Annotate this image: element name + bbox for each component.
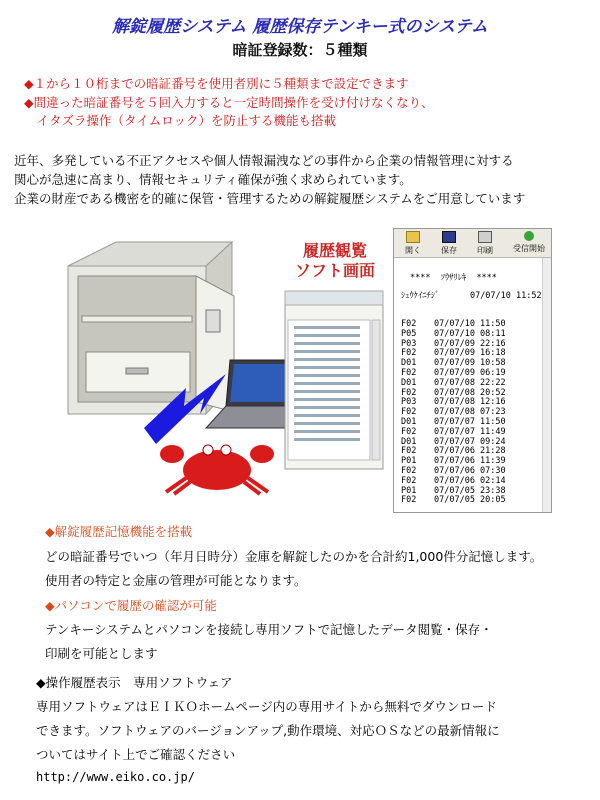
window-toolbar: [394, 229, 551, 258]
log-entry-code: F02: [401, 446, 417, 457]
log-entry-time: 07/07/07 11:50: [434, 417, 506, 427]
log-entry-code: P01: [401, 485, 417, 496]
log-entry-time: 07/07/09 22:16: [434, 338, 506, 349]
log-entry-time: 07/07/05 20:05: [434, 495, 506, 506]
log-entry-time: 07/07/06 07:30: [434, 466, 506, 476]
log-entry-time: 07/07/10 11:50: [434, 319, 506, 329]
log-entry-time: 07/07/09 06:19: [434, 368, 506, 378]
log-entry-time: 07/07/08 20:52: [434, 387, 506, 398]
log-entry-code: D01: [401, 377, 417, 388]
feature-line: ◆１から１０桁までの暗証番号を使用者別に５種類まで設定できます: [24, 76, 409, 91]
log-entry-code: F02: [401, 348, 417, 359]
software-caption-line2: ソフト画面: [294, 261, 375, 280]
log-entry-time: 07/07/08 12:16: [434, 397, 506, 408]
log-entry-code: F02: [401, 387, 417, 398]
log-entry: [401, 339, 506, 349]
log-entry-time: 07/07/06 11:39: [434, 456, 506, 467]
log-entry-time: 07/07/06 02:14: [434, 475, 506, 486]
pc-heading: ◆パソコンで履歴の確認が可能: [45, 598, 217, 613]
log-entry-code: F02: [401, 466, 417, 476]
log-entry-time: 07/07/08 22:22: [434, 377, 506, 388]
small-software-screenshot: [284, 290, 384, 470]
software-line: ついてはサイト上でご確認ください: [36, 747, 236, 762]
log-entry-code: P05: [401, 328, 417, 339]
print-button[interactable]: [468, 231, 502, 256]
memory-heading: ◆解錠履歴記憶機能を搭載: [45, 524, 193, 539]
log-entry-time: 07/07/07 11:49: [434, 426, 506, 437]
eiko-url-link[interactable]: http://www.eiko.co.jp/: [36, 770, 195, 784]
software-line: 専用ソフトウェアはＥＩＫＯホームページ内の専用サイトから無料でダウンロード: [36, 699, 497, 714]
open-button[interactable]: [396, 231, 430, 256]
log-entry: [401, 446, 506, 456]
log-entry-code: F02: [401, 319, 417, 329]
log-entry: [401, 378, 506, 388]
feature-line: イタズラ操作（タイムロック）を防止する機能も搭載: [24, 113, 337, 128]
log-entry: [401, 358, 506, 368]
intro-line: 近年、多発している不正アクセスや個人情報漏洩などの事件から企業の情報管理に対する: [14, 153, 514, 168]
folder-icon: [406, 231, 420, 243]
save-button[interactable]: [432, 231, 466, 256]
log-entry: [401, 329, 506, 339]
log-entry: [401, 368, 506, 378]
software-heading: ◆操作履歴表示 専用ソフトウェア: [36, 675, 233, 690]
intro-line: 関心が急速に高まり、情報セキュリティ確保が強く求められています。: [14, 172, 412, 187]
log-entry: [401, 397, 506, 407]
log-entry: [401, 486, 506, 496]
log-entry-time: 07/07/09 10:58: [434, 358, 506, 369]
log-entry-code: D01: [401, 417, 417, 427]
log-entry-time: 07/07/10 08:11: [434, 328, 506, 339]
pc-line: 印刷を可能とします: [45, 646, 158, 661]
memory-line: 使用者の特定と金庫の管理が可能となります。: [45, 573, 307, 588]
open-label: 開く: [405, 246, 421, 255]
log-entry-code: D01: [401, 436, 417, 447]
log-entry: [401, 495, 506, 505]
log-entry-time: 07/07/09 16:18: [434, 348, 506, 359]
log-entry-code: D01: [401, 358, 417, 369]
log-entry-code: F02: [401, 426, 417, 437]
log-entry: [401, 407, 506, 417]
receive-label: 受信開始: [513, 244, 545, 253]
log-entry-time: 07/07/08 07:23: [434, 407, 506, 418]
save-icon: [442, 231, 456, 243]
log-entry: [401, 456, 506, 466]
software-log-window: [393, 228, 552, 513]
log-entry: [401, 388, 506, 398]
log-entry: [401, 348, 506, 358]
log-entry-code: F02: [401, 495, 417, 506]
print-icon: [478, 231, 492, 243]
software-line: できます。ソフトウェアのバージョンアップ,動作環境、対応ＯＳなどの最新情報に: [36, 723, 500, 738]
log-entry-time: 07/07/06 21:28: [434, 446, 506, 457]
log-total-date: ｼｭｳｹｲﾆﾁｼﾞ 07/07/10 11:52: [401, 291, 542, 301]
receive-button[interactable]: [508, 231, 550, 254]
log-entry-code: P03: [401, 338, 417, 349]
log-entry-time: 07/07/05 23:38: [434, 485, 506, 496]
feature-line: ◆間違った暗証番号を５回入力すると一定時間操作を受け付けなくなり、: [24, 95, 434, 110]
page-subtitle: 暗証登録数：５種類: [232, 41, 368, 59]
log-entry-code: P01: [401, 456, 417, 467]
log-entry: [401, 476, 506, 486]
crab-mascot: [158, 432, 276, 496]
log-entry: [401, 437, 506, 447]
log-entry-code: F02: [401, 368, 417, 378]
log-entry-code: F02: [401, 475, 417, 486]
pc-line: テンキーシステムとパソコンを接続し専用ソフトで記憶したデータ閲覧・保存・: [45, 622, 493, 637]
memory-line: どの暗証番号でいつ（年月日時分）金庫を解錠したのかを合計約1,000件分記憶します。: [45, 549, 543, 564]
log-entry-code: P03: [401, 397, 417, 408]
log-header: **** ｿｳｻﾘﾚｷ ****: [410, 273, 497, 283]
print-label: 印刷: [477, 246, 493, 255]
log-entry: [401, 466, 506, 476]
log-entry-time: 07/07/07 09:24: [434, 436, 506, 447]
page-title: 解錠履歴システム 履歴保存テンキー式のシステム: [112, 17, 488, 37]
log-entry-code: F02: [401, 407, 417, 418]
log-entry: [401, 417, 506, 427]
intro-line: 企業の財産である機密を的確に保管・管理するための解錠履歴システムをご用意しています: [14, 191, 526, 206]
log-entry: [401, 427, 506, 437]
software-caption-line1: 履歴観覧: [302, 241, 367, 260]
log-entry: [401, 319, 506, 329]
save-label: 保存: [441, 246, 457, 255]
receive-icon: [524, 231, 534, 241]
scrollbar[interactable]: [542, 258, 551, 512]
